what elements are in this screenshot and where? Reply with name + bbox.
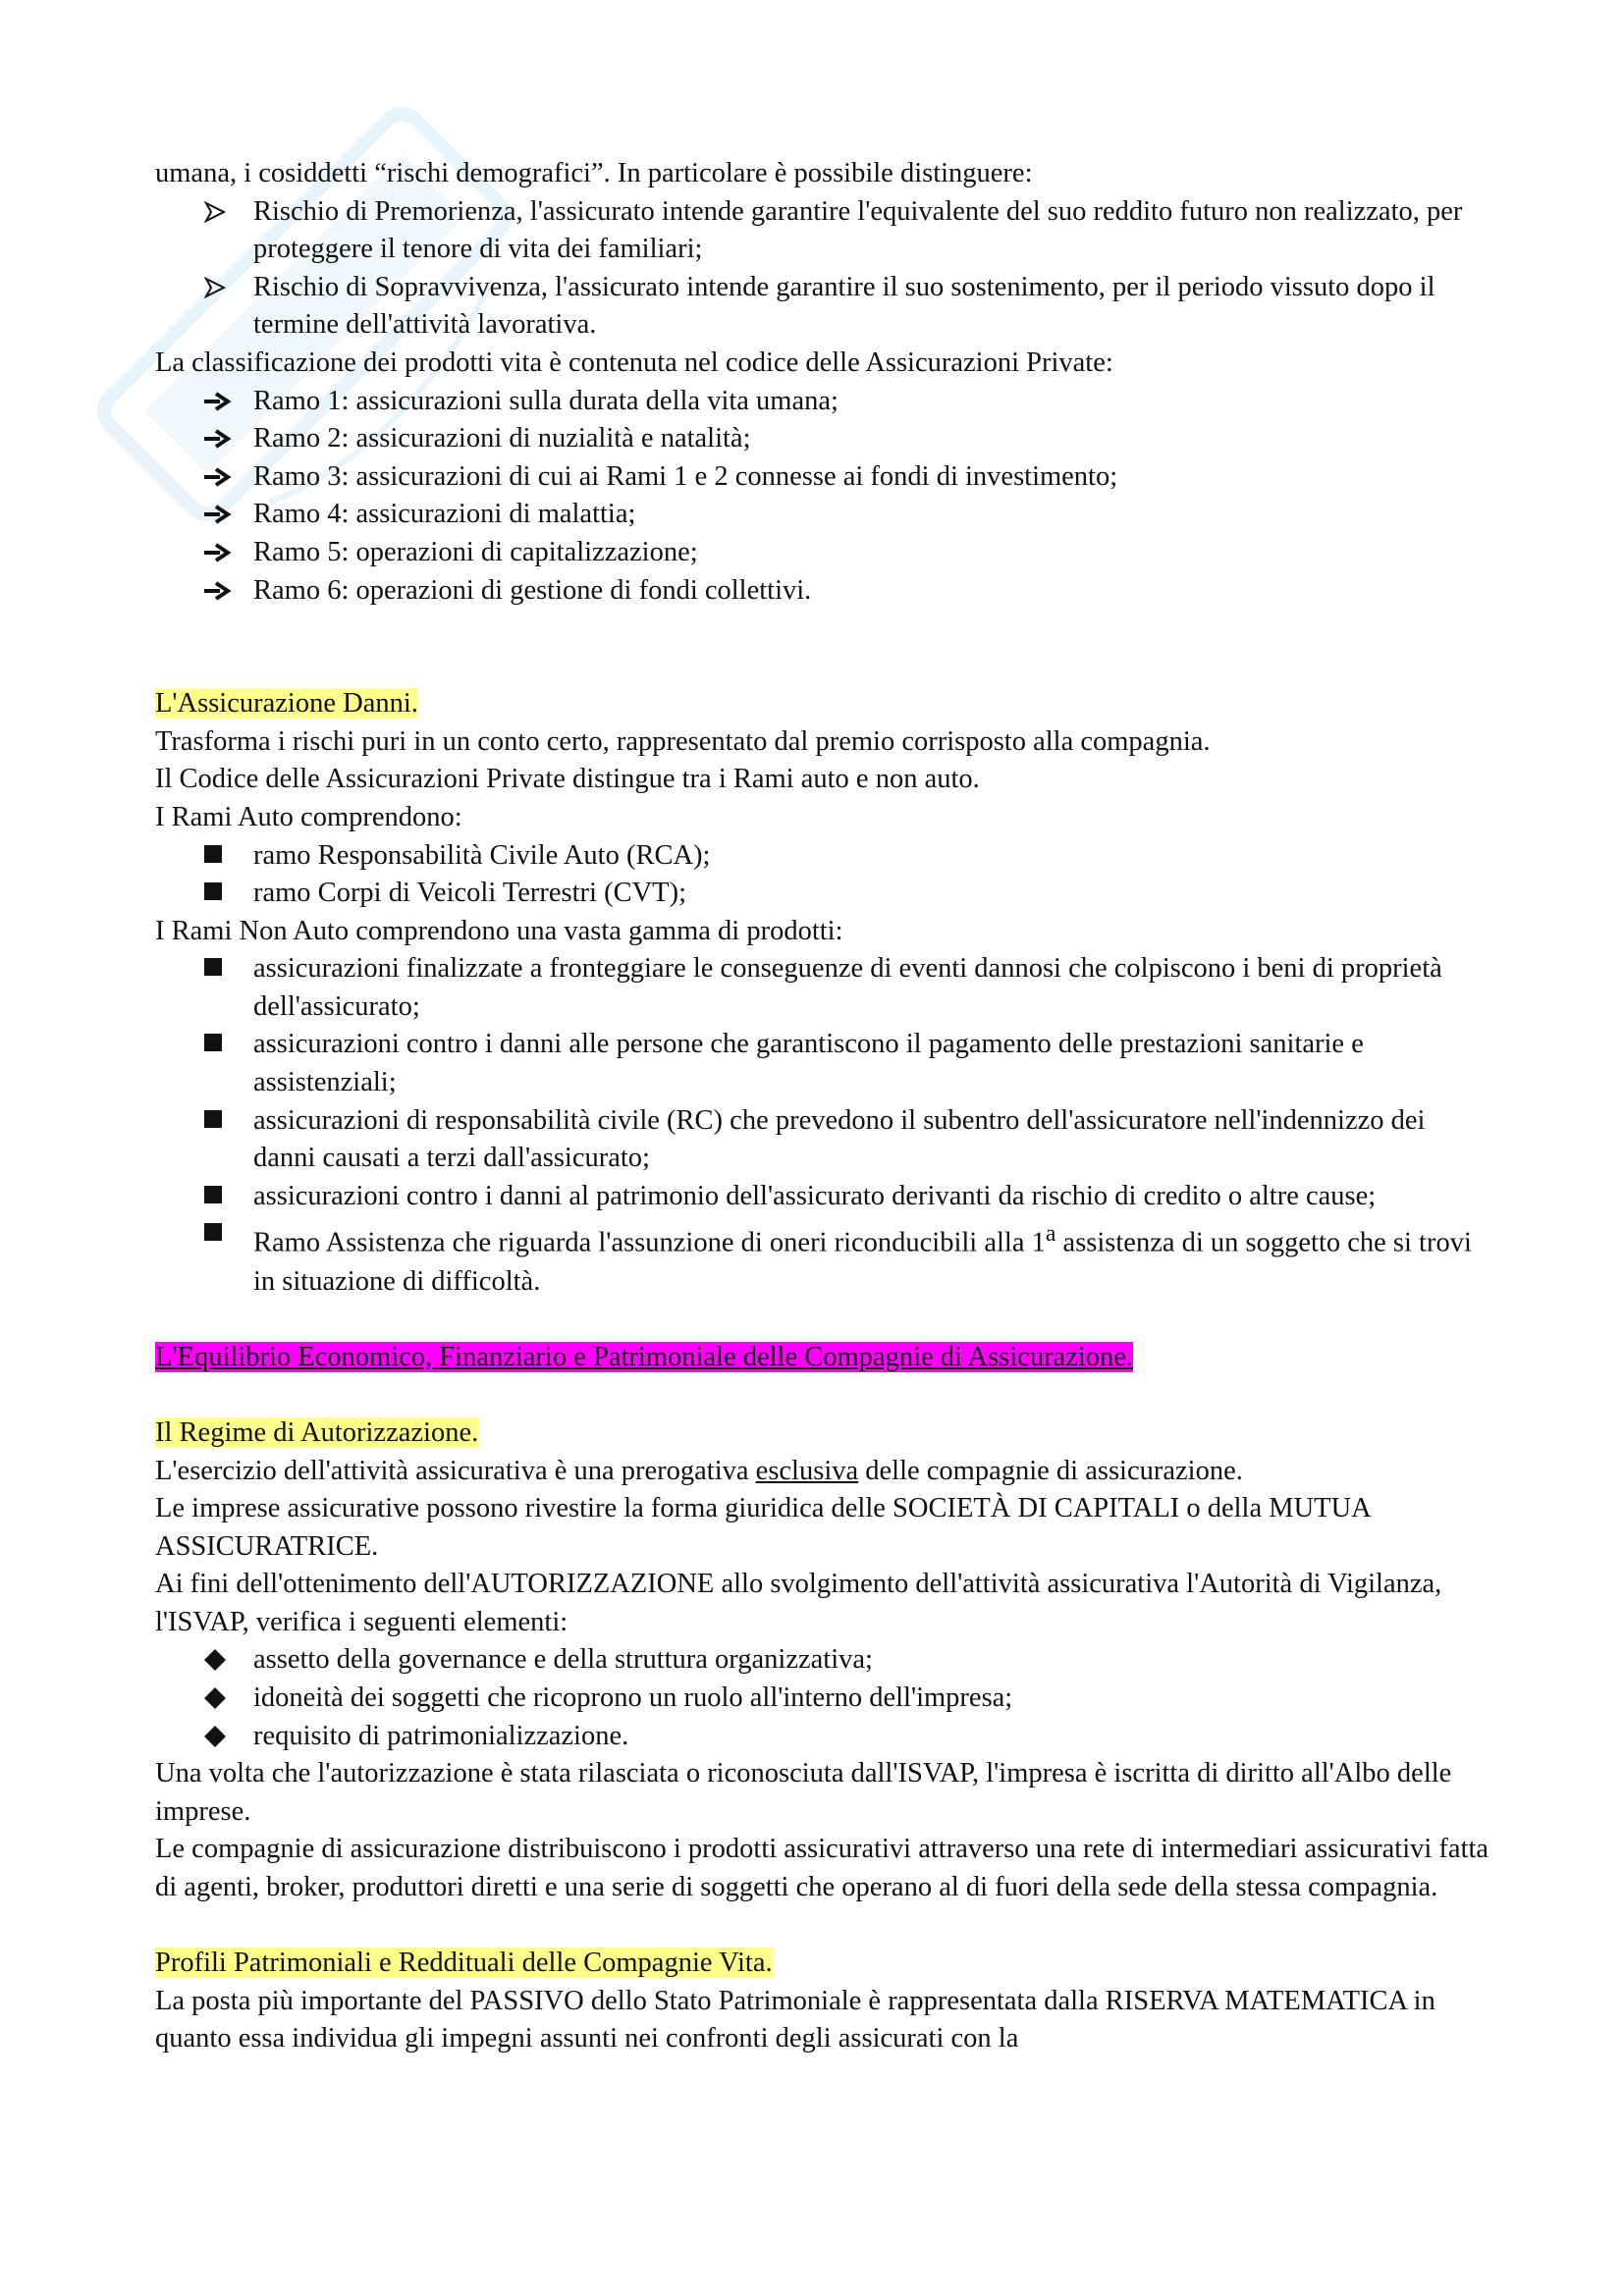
diamond-bullet-icon [204,1680,243,1709]
square-bullet-icon [204,950,243,976]
list-item: ramo Corpi di Veicoli Terrestri (CVT); [155,875,1490,913]
arrowhead-bullet-icon [204,269,243,298]
list-item: requisito di patrimonializzazione. [155,1718,1490,1756]
profili-paragraph: La posta più importante del PASSIVO dello Stato Patrimoniale è rappresentata dalla RISERVA MATEMATICA in quanto essa individua gli impegni assunti nei confronti degli assicurati con la [155,1985,1435,2055]
list-item: Ramo 1: assicurazioni sulla durata della vita umana; [155,383,1490,421]
square-bullet-icon [204,1102,243,1128]
list-item: assicurazioni contro i danni alle persone che garantiscono il pagamento delle prestazioni sanitarie e assistenziali; [155,1026,1490,1101]
list-item: Ramo 4: assicurazioni di malattia; [155,496,1490,534]
danni-paragraph: I Rami Non Auto comprendono una vasta gamma di prodotti: [155,915,843,946]
arrowhead-bullet-icon [204,193,243,223]
danni-paragraph: Il Codice delle Assicurazioni Private distingue tra i Rami auto e non auto. [155,764,980,795]
risk-list [155,193,1490,345]
regime-paragraph: Una volta che l'autorizzazione è stata rilasciata o riconosciuta dall'ISVAP, l'impresa è iscritta di diritto all'Albo delle imprese. [155,1758,1452,1827]
arrow-right-icon [204,458,243,488]
square-bullet-icon [204,1215,243,1241]
square-bullet-icon [204,1026,243,1051]
rami-non-auto-list [155,950,1490,1301]
rami-list [155,383,1490,611]
regime-paragraph: L'esercizio dell'attività assicurativa è una prerogativa esclusiva delle compagnie di assicurazione. [155,1455,1243,1486]
section-heading-regime: Il Regime di Autorizzazione. [155,1416,479,1448]
list-item: Ramo 6: operazioni di gestione di fondi collettivi. [155,572,1490,611]
list-item: assicurazioni contro i danni al patrimonio dell'assicurato derivanti da rischio di credito o altre cause; [155,1178,1490,1216]
diamond-bullet-icon [204,1641,243,1671]
regime-paragraph: Ai fini dell'ottenimento dell'AUTORIZZAZIONE allo svolgimento dell'attività assicurativa l'Autorità di Vigilanza, l'ISVAP, verifica i seguenti elementi: [155,1569,1442,1637]
square-bullet-icon [204,1178,243,1203]
section-heading-profili: Profili Patrimoniali e Reddituali delle Compagnie Vita. [155,1948,773,1979]
section-heading-equilibrio: L'Equilibrio Economico, Finanziario e Patrimoniale delle Compagnie di Assicurazione. [155,1341,1134,1372]
document-page [155,155,1490,2058]
intro-line: umana, i cosiddetti “rischi demografici”. In particolare è possibile distinguere: [155,158,1033,188]
regime-paragraph: Le imprese assicurative possono rivestire la forma giuridica delle SOCIETÀ DI CAPITALI o della MUTUA ASSICURATRICE. [155,1493,1371,1562]
requirements-list [155,1641,1490,1755]
arrow-right-icon [204,572,243,602]
list-item: Ramo 2: assicurazioni di nuzialità e natalità; [155,420,1490,458]
classification-text: La classificazione dei prodotti vita è contenuta nel codice delle Assicurazioni Private: [155,347,1113,378]
list-item: assicurazioni finalizzate a fronteggiare le conseguenze di eventi dannosi che colpiscono i beni di proprietà dell'assicurato; [155,950,1490,1026]
arrow-right-icon [204,534,243,563]
list-item: assicurazioni di responsabilità civile (RC) che prevedono il subentro dell'assicuratore nell'indennizzo dei danni causati a terzi dall'assicurato; [155,1102,1490,1178]
list-item: Rischio di Sopravvivenza, l'assicurato intende garantire il suo sostenimento, per il periodo vissuto dopo il termine dell'attività lavorativa. [155,269,1490,345]
list-item: assetto della governance e della struttura organizzativa; [155,1641,1490,1680]
square-bullet-icon [204,875,243,900]
regime-paragraph: Le compagnie di assicurazione distribuiscono i prodotti assicurativi attraverso una rete di intermediari assicurativi fatta di agenti, broker, produttori diretti e una serie di soggetti che operano al di fuori della sede della stessa compagnia. [155,1834,1489,1903]
list-item: Ramo Assistenza che riguarda l'assunzione di oneri riconducibili alla 1$^a$ assistenza di un soggetto che si trovi in situazione di difficoltà. [155,1215,1490,1301]
arrow-right-icon [204,420,243,450]
list-item: ramo Responsabilità Civile Auto (RCA); [155,837,1490,876]
list-item: idoneità dei soggetti che ricoprono un ruolo all'interno dell'impresa; [155,1680,1490,1718]
list-item: Ramo 3: assicurazioni di cui ai Rami 1 e 2 connesse ai fondi di investimento; [155,458,1490,497]
danni-paragraph: Trasforma i rischi puri in un conto certo, rappresentato dal premio corrisposto alla compagnia. [155,725,1211,757]
diamond-bullet-icon [204,1718,243,1747]
rami-auto-list [155,837,1490,913]
arrow-right-icon [204,383,243,412]
list-item: Rischio di Premorienza, l'assicurato intende garantire l'equivalente del suo reddito futuro non realizzato, per proteggere il tenore di vita dei familiari; [155,193,1490,269]
square-bullet-icon [204,837,243,863]
danni-paragraph: I Rami Auto comprendono: [155,801,462,832]
list-item: Ramo 5: operazioni di capitalizzazione; [155,534,1490,572]
section-heading-danni: L'Assicurazione Danni. [155,688,418,720]
arrow-right-icon [204,496,243,525]
